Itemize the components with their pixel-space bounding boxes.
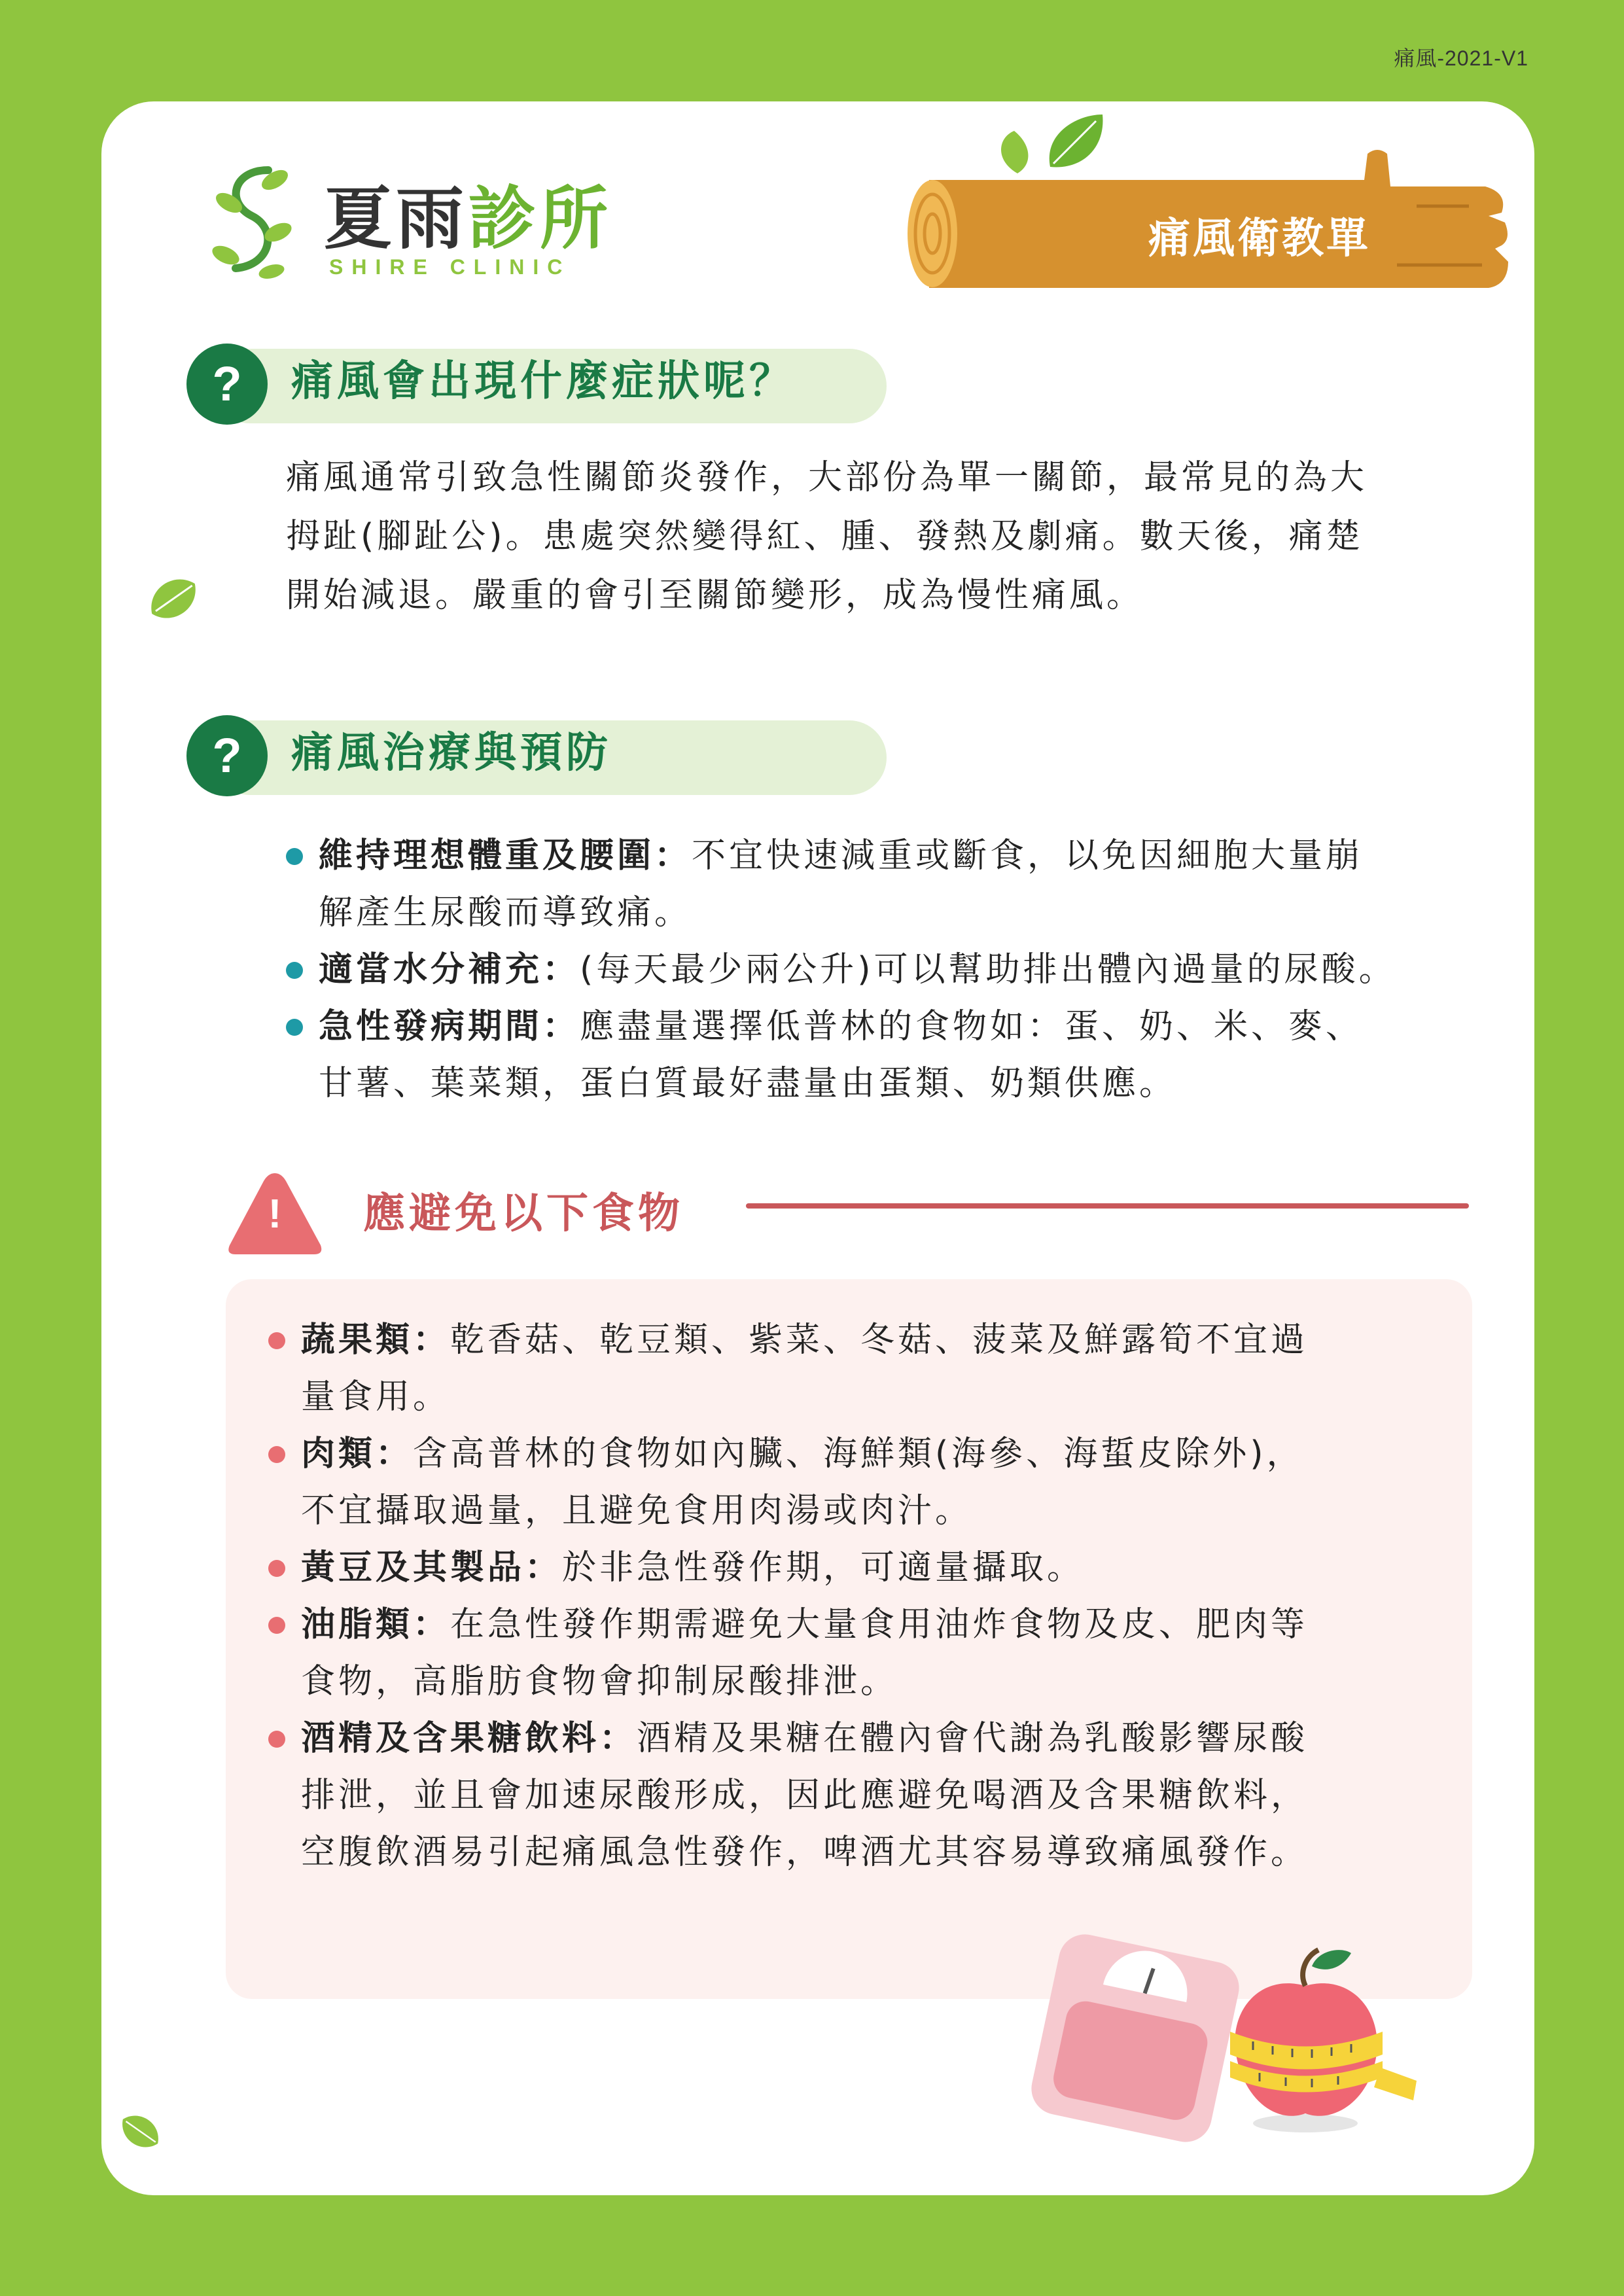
treatment-list: [286, 828, 1496, 1112]
list-item: [286, 998, 1496, 1112]
list-item: [268, 1540, 1466, 1597]
clinic-name-part2: 診所: [468, 179, 612, 258]
item-text: 甘薯、葉菜類，蛋白質最好盡量由蛋類、奶類供應。: [319, 1064, 1177, 1103]
bullet-dot-icon: [268, 1617, 285, 1634]
section-title: 痛風治療與預防: [291, 729, 612, 777]
question-badge-icon: ?: [186, 715, 268, 796]
list-item: [286, 942, 1496, 998]
item-text: 含高普林的食物如內臟、海鮮類(海參、海蜇皮除外)，: [413, 1434, 1304, 1474]
section-title: 痛風會出現什麼症狀呢？: [291, 357, 795, 406]
list-item: [286, 828, 1496, 942]
banner-title: 痛風衛教單: [1148, 215, 1371, 263]
question-badge-icon: ?: [186, 344, 268, 425]
clinic-subtitle: SHIRE CLINIC: [329, 255, 571, 279]
bathroom-scale-icon: [1017, 1920, 1253, 2156]
item-label: 維持理想體重及腰圍：: [319, 836, 692, 875]
item-text: 乾香菇、乾豆類、紫菜、冬菇、菠菜及鮮露筍不宜過: [450, 1320, 1309, 1360]
bullet-dot-icon: [268, 1446, 285, 1463]
sprout-s-logo-icon: [206, 157, 298, 281]
doc-code: 痛風-2021-V1: [1394, 46, 1528, 70]
item-text: 酒精及果糖在體內會代謝為乳酸影響尿酸: [637, 1719, 1309, 1758]
clinic-name: [324, 164, 612, 262]
list-item: [268, 1426, 1466, 1540]
paragraph-line: 拇趾(腳趾公)。患處突然變得紅、腫、發熱及劇痛。數天後，痛楚: [286, 517, 1364, 556]
bullet-dot-icon: [286, 1019, 303, 1036]
bullet-dot-icon: [286, 848, 303, 865]
warning-symbol: !: [268, 1192, 282, 1237]
item-label: 黃豆及其製品：: [301, 1548, 563, 1587]
item-text: 解產生尿酸而導致痛。: [319, 893, 692, 932]
section-title: 應避免以下食物: [363, 1190, 684, 1238]
leaf-icon: [144, 573, 203, 625]
leaf-icon: [116, 2110, 165, 2153]
list-item: [268, 1312, 1466, 1426]
item-text: 於非急性發作期，可適量攝取。: [562, 1548, 1085, 1587]
item-label: 酒精及含果糖飲料：: [301, 1719, 637, 1758]
bullet-dot-icon: [268, 1332, 285, 1349]
item-label: 肉類：: [301, 1434, 414, 1474]
item-label: 蔬果類：: [301, 1320, 451, 1360]
symptoms-paragraph: [286, 448, 1464, 625]
section-header-treatment: [186, 715, 888, 800]
item-text: 不宜快速減重或斷食，以免因細胞大量崩: [692, 836, 1364, 875]
bullet-dot-icon: [286, 962, 303, 979]
bullet-dot-icon: [268, 1731, 285, 1748]
item-text: 不宜攝取過量，且避免食用肉湯或肉汁。: [301, 1491, 973, 1530]
item-label: 適當水分補充：: [319, 950, 580, 989]
item-label: 油脂類：: [301, 1605, 451, 1644]
clinic-logo: [206, 150, 612, 281]
apple-tape-measure-icon: [1220, 1947, 1417, 2143]
avoid-foods-list: [268, 1312, 1466, 1881]
content-card: [101, 101, 1534, 2195]
paragraph-line: 痛風通常引致急性關節炎發作，大部份為單一關節，最常見的為大: [286, 458, 1368, 497]
item-text: 食物，高脂肪食物會抑制尿酸排泄。: [301, 1662, 898, 1701]
item-text: 排泄，並且會加速尿酸形成，因此應避免喝酒及含果糖飲料，: [301, 1776, 1309, 1815]
bullet-dot-icon: [268, 1560, 285, 1577]
list-item: [268, 1710, 1466, 1881]
paragraph-line: 開始減退。嚴重的會引至關節變形，成為慢性痛風。: [286, 576, 1144, 615]
item-text: 應盡量選擇低普林的食物如：蛋、奶、米、麥、: [580, 1007, 1364, 1046]
item-text: 空腹飲酒易引起痛風急性發作，啤酒尤其容易導致痛風發作。: [301, 1833, 1309, 1872]
list-item: [268, 1597, 1466, 1710]
item-text: 在急性發作期需避免大量食用油炸食物及皮、肥肉等: [450, 1605, 1309, 1644]
divider: [746, 1203, 1469, 1209]
clinic-name-part1: 夏雨: [324, 179, 468, 258]
section-header-symptoms: [186, 344, 888, 429]
item-text: 量食用。: [301, 1377, 451, 1417]
item-label: 急性發病期間：: [319, 1007, 580, 1046]
title-banner: [880, 101, 1534, 317]
item-text: (每天最少兩公升)可以幫助排出體內過量的尿酸。: [580, 950, 1396, 989]
